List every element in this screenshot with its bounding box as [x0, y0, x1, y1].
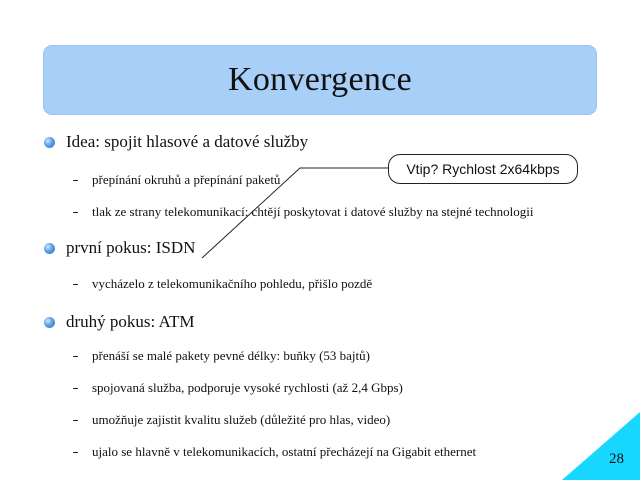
callout-box: Vtip? Rychlost 2x64kbps: [388, 154, 578, 184]
dash-icon: [73, 356, 78, 357]
dash-icon: [73, 420, 78, 421]
bullet-2-sub-1: vycházelo z telekomunikačního pohledu, přišlo pozdě: [92, 276, 373, 291]
page-number: 28: [609, 451, 624, 467]
bullet-icon: [44, 317, 55, 328]
dash-icon: [73, 284, 78, 285]
bullet-3-text: druhý pokus: ATM: [66, 312, 195, 331]
bullet-2-text: první pokus: ISDN: [66, 238, 196, 257]
dash-icon: [73, 180, 78, 181]
dash-icon: [73, 212, 78, 213]
bullet-1-sub-2: tlak ze strany telekomunikací: chtějí poskytovat i datové služby na stejné technologii: [92, 204, 534, 219]
dash-icon: [73, 388, 78, 389]
dash-icon: [73, 452, 78, 453]
bullet-3-sub-1: přenáší se malé pakety pevné délky: buňky (53 bajtů): [92, 348, 370, 363]
slide-title: Konvergence: [228, 61, 412, 98]
slide-title-box: [44, 46, 596, 114]
bullet-3-sub-4: ujalo se hlavně v telekomunikacích, ostatní přecházejí na Gigabit ethernet: [92, 444, 477, 459]
bullet-icon: [44, 243, 55, 254]
bullet-icon: [44, 137, 55, 148]
bullet-1-text: Idea: spojit hlasové a datové služby: [66, 132, 309, 151]
bullet-1-sub-1: přepínání okruhů a přepínání paketů: [92, 172, 281, 187]
bullet-3-sub-2: spojovaná služba, podporuje vysoké rychlosti (až 2,4 Gbps): [92, 380, 403, 395]
bullet-3-sub-3: umožňuje zajistit kvalitu služeb (důležité pro hlas, video): [92, 412, 391, 427]
corner-decoration: [562, 412, 640, 480]
